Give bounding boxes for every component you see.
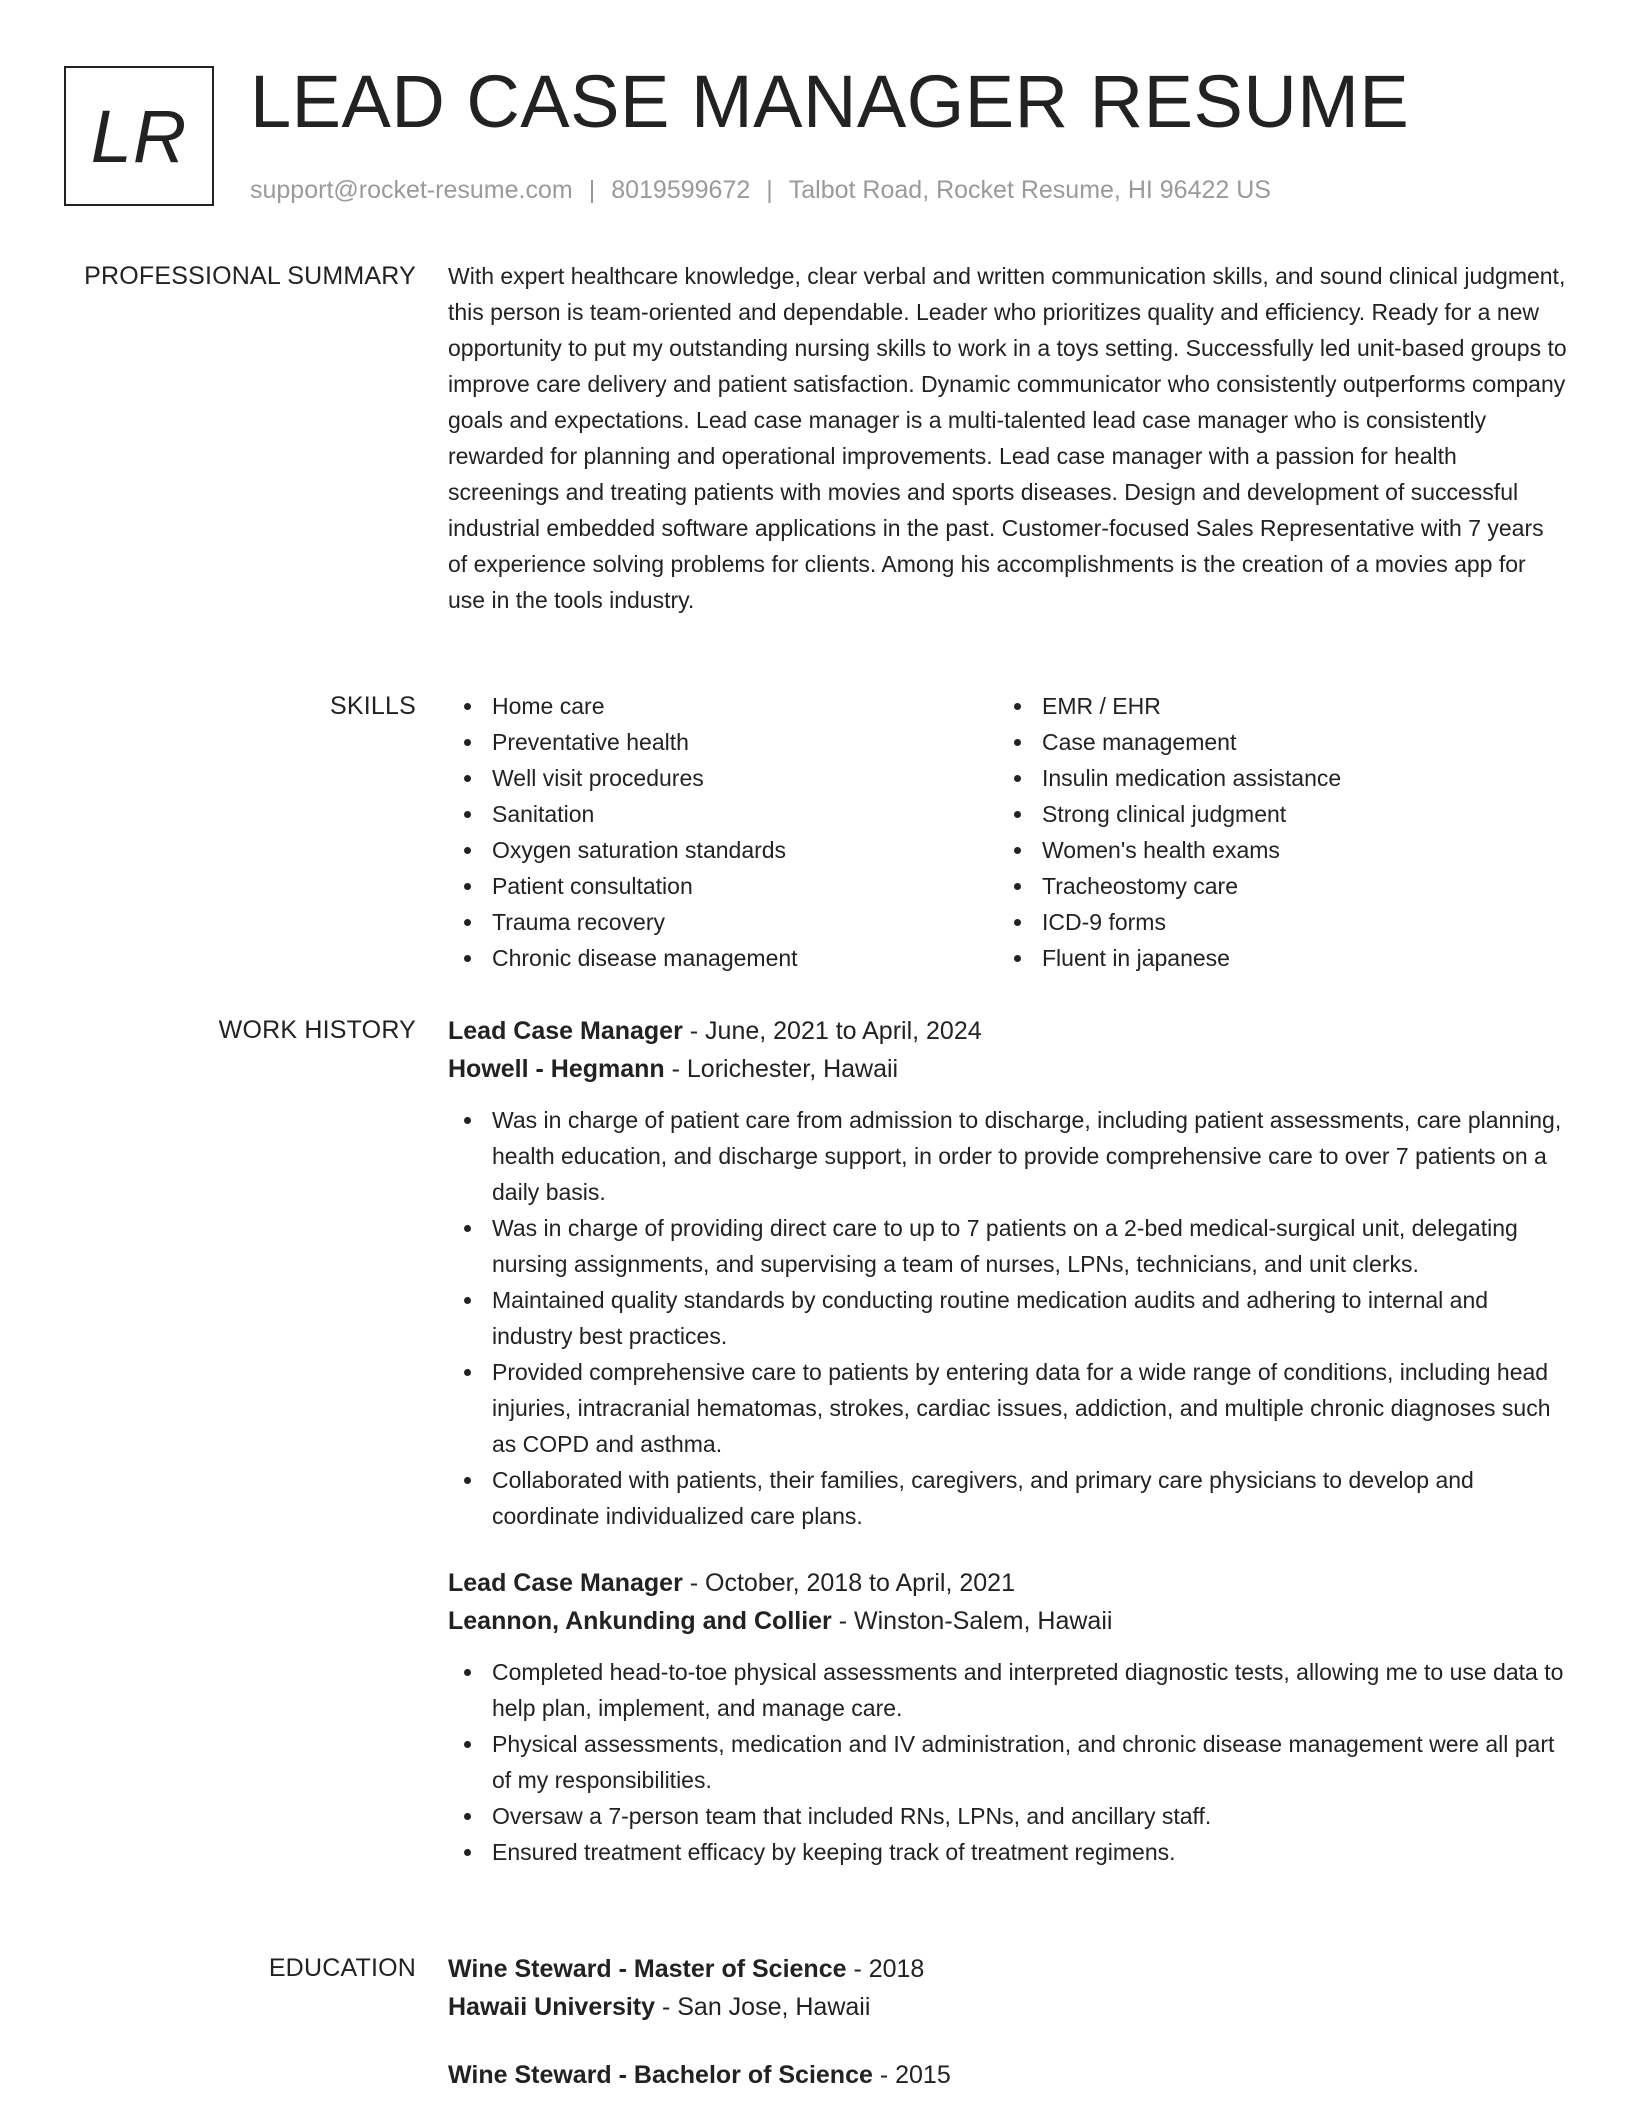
job-bullet: Was in charge of providing direct care to up to 7 patients on a 2-bed medical-surgical unit, delegating nursing assignments, and supervising a team of nurses, LPNs, technicians, and unit clerks.	[448, 1210, 1568, 1282]
job-bullet: Physical assessments, medication and IV administration, and chronic disease management were all part of my responsibilities.	[448, 1726, 1568, 1798]
skills-column-right	[998, 688, 1548, 976]
contact-line	[250, 172, 1271, 208]
skill-item: Trauma recovery	[448, 904, 998, 940]
skill-item: Tracheostomy care	[998, 868, 1548, 904]
job-role: Lead Case Manager	[448, 1017, 683, 1045]
education-degree-line	[448, 1950, 1568, 1988]
job-bullet: Maintained quality standards by conducting routine medication audits and adhering to internal and industry best practices.	[448, 1282, 1568, 1354]
contact-email[interactable]: support@rocket-resume.com	[250, 176, 573, 204]
contact-separator: |	[588, 176, 596, 204]
job-company-line	[448, 1050, 1568, 1088]
education-body	[448, 1950, 1568, 2124]
skill-item: Strong clinical judgment	[998, 796, 1548, 832]
job-bullet: Was in charge of patient care from admission to discharge, including patient assessments, care planning, health education, and discharge support, in order to provide comprehensive care to over 7 patients on a daily basis.	[448, 1102, 1568, 1210]
job-dates: - June, 2021 to April, 2024	[682, 1017, 982, 1045]
job-role: Lead Case Manager	[448, 1569, 683, 1597]
skill-item: Preventative health	[448, 724, 998, 760]
monogram-initials: LR	[64, 66, 214, 206]
job-bullet: Provided comprehensive care to patients by entering data for a wide range of conditions, including head injuries, intracranial hematomas, strokes, cardiac issues, addiction, and multiple chronic diagnoses such as COPD and asthma.	[448, 1354, 1568, 1462]
skill-item: Case management	[998, 724, 1548, 760]
summary-body	[448, 258, 1568, 618]
contact-separator: |	[766, 176, 773, 204]
job-location: - Lorichester, Hawaii	[664, 1055, 899, 1083]
job-bullet: Completed head-to-toe physical assessments and interpreted diagnostic tests, allowing me to use data to help plan, implement, and manage care.	[448, 1654, 1568, 1726]
education-entry	[448, 1950, 1568, 2026]
job-entry	[448, 1564, 1568, 1870]
skill-item: ICD-9 forms	[998, 904, 1548, 940]
skill-item: Oxygen saturation standards	[448, 832, 998, 868]
contact-phone[interactable]: 8019599672	[611, 176, 751, 204]
section-title-skills: SKILLS	[330, 692, 416, 720]
education-degree: Wine Steward - Bachelor of Science	[448, 2061, 873, 2089]
skills-body	[448, 688, 1568, 976]
section-title-summary: PROFESSIONAL SUMMARY	[84, 262, 416, 290]
job-dates: - October, 2018 to April, 2021	[682, 1569, 1015, 1597]
job-location: - Winston-Salem, Hawaii	[831, 1607, 1113, 1635]
summary-text: With expert healthcare knowledge, clear verbal and written communication skills, and sound clinical judgment, this person is team-oriented and dependable. Leader who prioritizes quality and efficiency. Ready for a new opportunity to put my outstanding nursing skills to work in a toys setting. Successfully led unit-based groups to improve care delivery and patient satisfaction. Dynamic communicator who consistently outperforms company goals and expectations. Lead case manager is a multi-talented lead case manager who is consistently rewarded for planning and operational improvements. Lead case manager with a passion for health screenings and treating patients with movies and sports diseases. Design and development of successful industrial embedded software applications in the past. Customer-focused Sales Representative with 7 years of experience solving problems for clients. Among his accomplishments is the creation of a movies app for use in the tools industry.	[448, 263, 1567, 613]
skill-item: Sanitation	[448, 796, 998, 832]
job-bullets	[448, 1102, 1568, 1534]
skill-item: Chronic disease management	[448, 940, 998, 976]
skill-item: Women's health exams	[998, 832, 1548, 868]
skill-item: Patient consultation	[448, 868, 998, 904]
education-year: - 2015	[872, 2061, 951, 2089]
skill-item: Fluent in japanese	[998, 940, 1548, 976]
education-school: Hawaii University	[448, 1993, 656, 2021]
section-title-work-history: WORK HISTORY	[218, 1016, 416, 1044]
skill-item: EMR / EHR	[998, 688, 1548, 724]
job-bullet: Oversaw a 7-person team that included RNs, LPNs, and ancillary staff.	[448, 1798, 1568, 1834]
job-title-line	[448, 1012, 1568, 1050]
job-title-line	[448, 1564, 1568, 1602]
education-degree-line	[448, 2056, 1568, 2094]
education-degree: Wine Steward - Master of Science	[448, 1955, 847, 1983]
job-company-line	[448, 1602, 1568, 1640]
contact-address: Talbot Road, Rocket Resume, HI 96422 US	[788, 176, 1271, 204]
skill-item: Insulin medication assistance	[998, 760, 1548, 796]
education-location: - San Jose, Hawaii	[655, 1993, 871, 2021]
education-year: - 2018	[846, 1955, 925, 1983]
job-bullet: Ensured treatment efficacy by keeping track of treatment regimens.	[448, 1834, 1568, 1870]
education-school-line	[448, 1988, 1568, 2026]
skill-item: Home care	[448, 688, 998, 724]
job-company: Howell - Hegmann	[448, 1055, 665, 1083]
job-bullet: Collaborated with patients, their families, caregivers, and primary care physicians to develop and coordinate individualized care plans.	[448, 1462, 1568, 1534]
job-entry	[448, 1012, 1568, 1534]
job-bullets	[448, 1654, 1568, 1870]
skills-column-left	[448, 688, 998, 976]
education-entry	[448, 2056, 1568, 2094]
resume-title: LEAD CASE MANAGER RESUME	[250, 60, 1410, 143]
skill-item: Well visit procedures	[448, 760, 998, 796]
work-history-body	[448, 1012, 1568, 1900]
job-company: Leannon, Ankunding and Collier	[448, 1607, 832, 1635]
section-title-education: EDUCATION	[268, 1954, 416, 1982]
